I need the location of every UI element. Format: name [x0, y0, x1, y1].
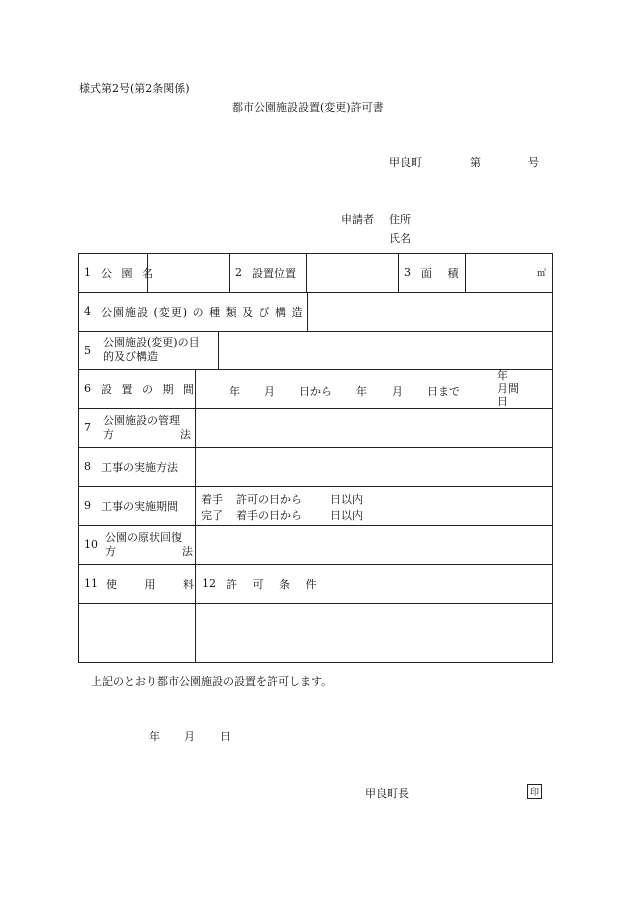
start-days: 日以内 [330, 493, 363, 506]
period-from-year: 年 [229, 385, 240, 398]
row1-location-label [235, 253, 296, 292]
area-field[interactable] [466, 253, 552, 292]
conditions-label: 許 可 条 件 [226, 577, 323, 591]
applicant-name-label: 氏名 [389, 232, 411, 245]
period-from-day: 日から [299, 385, 332, 398]
row1-area-label [404, 253, 465, 292]
fee-field[interactable] [79, 604, 195, 662]
period-duration [497, 369, 519, 408]
row7-label [84, 486, 178, 525]
issuer-go: 号 [528, 156, 539, 169]
row6-label [84, 447, 178, 486]
start-text: 許可の日から [236, 493, 302, 506]
management-label-ho: 方 [103, 427, 114, 441]
row-number: 5 [84, 343, 91, 357]
duration-month: 月間 [497, 382, 519, 395]
construction-method-field[interactable] [196, 447, 552, 486]
facility-type-label: 公園施設 (変更) の 種 類 及 び 構 造 [101, 305, 304, 319]
row3-label [84, 331, 200, 369]
mayor-title: 甲良町長 [365, 787, 409, 800]
construction-period-label: 工事の実施期間 [101, 499, 178, 513]
seal-mark: 印 [527, 784, 542, 799]
row-number: 6 [84, 382, 91, 395]
row-number: 2 [235, 266, 242, 279]
row-number: 3 [404, 266, 411, 279]
row-number: 8 [84, 460, 91, 473]
row4-label [84, 369, 197, 408]
row-number: 1 [84, 266, 91, 279]
row-number: 4 [84, 305, 91, 318]
fee-label: 使 用 料 [106, 577, 206, 591]
period-from-month: 月 [264, 385, 275, 398]
duration-day: 日 [497, 395, 508, 408]
col-divider [229, 253, 230, 292]
construction-method-label: 工事の実施方法 [101, 460, 178, 474]
applicant-label: 申請者 [341, 213, 374, 226]
form-number: 様式第2号(第2条関係) [79, 82, 190, 95]
end-days: 日以内 [330, 509, 363, 522]
date-year: 年 [149, 730, 160, 743]
location-label: 設置位置 [252, 266, 296, 280]
period-to-day: 日まで [427, 385, 460, 398]
period-to-year: 年 [356, 385, 367, 398]
purpose-label-line2: 的及び構造 [103, 350, 158, 363]
row-number: 7 [84, 421, 91, 434]
applicant-address-label: 住所 [389, 213, 411, 226]
restoration-label-hou: 法 [182, 544, 193, 558]
location-field[interactable] [307, 253, 398, 292]
management-label-hou: 法 [180, 427, 191, 441]
row-number: 10 [84, 538, 98, 551]
row8-label [84, 525, 193, 564]
restoration-label-ho: 方 [105, 544, 116, 558]
area-label: 面 積 [421, 266, 465, 280]
document-title: 都市公園施設設置(変更)許可書 [232, 101, 384, 114]
row-number: 9 [84, 499, 91, 512]
end-text: 着手の日から [236, 509, 302, 522]
row9-fee-label [84, 564, 206, 603]
end-label: 完了 [201, 509, 223, 522]
management-label-line1: 公園施設の管理 [103, 413, 180, 427]
purpose-label-line1: 公園施設(変更)の目 [103, 336, 200, 349]
purpose-field[interactable] [219, 331, 552, 369]
row2-label [84, 292, 304, 331]
management-field[interactable] [196, 408, 552, 447]
area-unit: ㎡ [536, 269, 546, 279]
duration-year: 年 [497, 369, 508, 382]
row-number: 12 [202, 577, 216, 590]
conditions-field[interactable] [196, 604, 552, 662]
row5-label [84, 408, 191, 447]
issuer-town: 甲良町 [389, 156, 422, 169]
period-to-month: 月 [392, 385, 403, 398]
col-divider [398, 253, 399, 292]
row-number: 11 [84, 577, 98, 590]
period-label: 設 置 の 期 間 [101, 382, 197, 396]
park-name-field[interactable] [148, 253, 229, 292]
start-label: 着手 [201, 493, 223, 506]
date-month: 月 [184, 730, 195, 743]
row9-conditions-label [202, 564, 323, 603]
date-day: 日 [220, 730, 231, 743]
permission-statement: 上記のとおり都市公園施設の設置を許可します。 [91, 675, 333, 688]
facility-type-field[interactable] [308, 292, 552, 331]
row1-label [84, 253, 156, 292]
issuer-dai: 第 [470, 156, 481, 169]
park-name-label: 公 園 名 [101, 266, 156, 280]
restoration-label-line1: 公園の原状回復 [105, 530, 182, 544]
restoration-field[interactable] [196, 525, 552, 564]
